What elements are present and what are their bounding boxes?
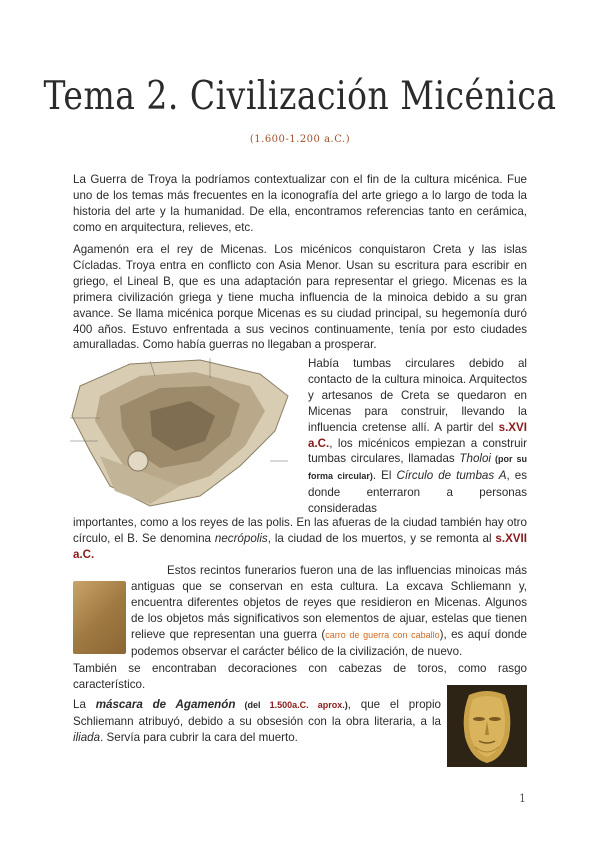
mask-text-a: La <box>73 698 96 711</box>
funerary-text-a: Estos recintos funerarios fueron una de las influencias minoicas más antiguas que se conservan en esta cultura. La excava Schliemann y, encuentra diferentes objetos de reyes que residieron en Micenas. Algunos de los objetos más significativos son elementos de ajuar, estelas que tienen relieve que representan una guerra ( <box>131 564 527 641</box>
paragraph-necropolis <box>73 515 527 563</box>
tombs-text-f: . El <box>372 469 397 483</box>
paragraph-agamemnon: Agamenón era el rey de Micenas. Los micénicos conquistaron Creta y las islas Cícladas. Troya entra en conflicto con Asia Menor. Usan su escritura para escribir en griego, el Lineal B, que es una adaptación para representar el griego. Micenas es la primera civilización griega y tiene mucha influencia de la minoica debido a su gran avance. Se llama micénica porque Micenas es su ciudad principal, su hegemonía duró 400 años. Estuvo enfrentada a sus vecinos continuamente, tenía por esto ciudades amuralladas. Como había guerras no llegaban a prosperar. <box>73 243 527 352</box>
tombs-text-h: , es donde enterraron a personas consideradas <box>308 469 527 516</box>
necropolis-text-c: , la ciudad de los muertos, y se remonta al <box>267 531 496 545</box>
tholoi-term: Tholoi <box>459 452 491 466</box>
page-subtitle: (1.600-1.200 a.C.) <box>249 134 351 145</box>
paragraph-intro: La Guerra de Troya la podríamos contextualizar con el fin de la cultura micénica. Fue uno de los temas más frecuentes en la iconografía del arte griego a lo largo de toda la historia del arte y la humanidad. De ella, encontramos referencias tanto en cerámica, como en arquitectura, relieves, etc. <box>73 173 527 234</box>
mask-text-f: , que el propio Schliemann atribuyó, debido a su obsesión con la obra literaria, a la <box>73 698 441 728</box>
tombs-text-a: Había tumbas circulares debido al contacto de la cultura minoica. Arquitectos y artesanos de Creta se quedaron en Micenas para construir, llevando la influencia cretense allí. A partir del <box>308 357 527 434</box>
mask-date: 1.500a.C. aprox. <box>269 700 345 710</box>
page-title: Tema 2. Civilización Micénica <box>43 72 557 119</box>
mask-text-h: . Servía para cubrir la cara del muerto. <box>100 730 298 744</box>
iliad-term: iliada <box>73 730 101 744</box>
war-chariot-note: carro de guerra con caballo <box>325 629 440 640</box>
paragraph-tombs <box>308 356 527 517</box>
tholoi-note: (por su forma circular) <box>308 454 527 482</box>
agamemnon-mask-image <box>447 685 527 767</box>
century-xvii: s.XVII a.C. <box>73 531 527 561</box>
necropolis-term: necrópolis <box>214 531 268 545</box>
tombs-text-c: , los micénicos empiezan a construir tumbas circulares, llamadas <box>308 436 527 466</box>
circle-a-term: Círculo de tumbas A <box>396 469 507 483</box>
mask-date-close: ) <box>344 700 348 710</box>
century-xvi: s.XVI a.C. <box>308 420 527 450</box>
paragraph-funerary <box>73 563 527 659</box>
mask-term: máscara de Agamenón <box>95 698 236 711</box>
mask-date-open: (del <box>235 700 270 710</box>
page-number: 1 <box>519 792 526 805</box>
funerary-text-c: ), es aquí donde podemos observar el carácter bélico de la civilización, de nuevo. <box>131 627 527 658</box>
necropolis-text-a: importantes, como a los reyes de las polis. En las afueras de la ciudad también hay otro círculo, el B. Se denomina <box>73 516 527 545</box>
paragraph-bulls: También se encontraban decoraciones con cabezas de toros, como rasgo característico. <box>73 662 527 691</box>
mycenae-citadel-illustration <box>60 356 296 510</box>
paragraph-mask <box>73 697 441 746</box>
